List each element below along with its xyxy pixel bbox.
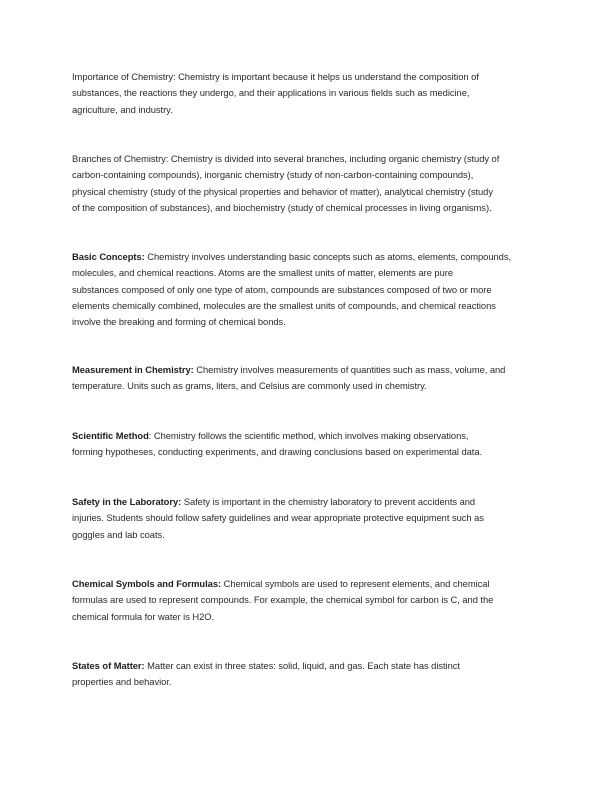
paragraph-line: temperature. Units such as grams, liters, and Celsius are commonly used in chemistry. bbox=[72, 380, 427, 392]
section-safety-in-the-laboratory bbox=[72, 494, 542, 543]
paragraph-line: substances, the reactions they undergo, and their applications in various fields such as medicine, bbox=[72, 87, 470, 99]
section-heading: Chemical Symbols and Formulas: bbox=[72, 578, 222, 589]
paragraph-line: carbon-containing compounds), inorganic chemistry (study of non-carbon-containing compounds), bbox=[72, 169, 474, 181]
section-states-of-matter bbox=[72, 658, 542, 691]
section-branches-of-chemistry bbox=[72, 151, 542, 216]
paragraph-line: agriculture, and industry. bbox=[72, 103, 173, 115]
paragraph-line: elements chemically combined, molecules are the smallest units of compounds, and chemical reactions bbox=[72, 299, 496, 311]
paragraph-line bbox=[72, 658, 542, 674]
paragraph-line: physical chemistry (study of the physical properties and behavior of matter), analytical chemistry (study bbox=[72, 185, 493, 197]
section-chemical-symbols-and-formulas bbox=[72, 576, 542, 625]
paragraph-line: injuries. Students should follow safety guidelines and wear appropriate protective equipment such as bbox=[72, 512, 484, 524]
section-scientific-method bbox=[72, 428, 542, 461]
paragraph-line: properties and behavior. bbox=[72, 676, 172, 688]
paragraph-line bbox=[72, 494, 542, 510]
section-heading: Scientific Method bbox=[72, 430, 149, 441]
paragraph-line bbox=[72, 362, 542, 378]
paragraph-line: formulas are used to represent compounds. For example, the chemical symbol for carbon is C, and the bbox=[72, 594, 494, 606]
paragraph-line: goggles and lab coats. bbox=[72, 528, 165, 540]
paragraph-line: Importance of Chemistry: Chemistry is important because it helps us understand the composition of bbox=[72, 71, 479, 82]
paragraph-line: forming hypotheses, conducting experiments, and drawing conclusions based on experimental data. bbox=[72, 446, 483, 458]
section-basic-concepts bbox=[72, 249, 542, 330]
section-heading: Measurement in Chemistry: bbox=[72, 364, 194, 375]
paragraph-text: Safety is important in the chemistry laboratory to prevent accidents and bbox=[181, 496, 476, 507]
paragraph-text: Chemistry involves understanding basic concepts such as atoms, elements, compounds, bbox=[144, 251, 512, 262]
paragraph-line: involve the breaking and forming of chemical bonds. bbox=[72, 316, 286, 328]
paragraph-line bbox=[72, 249, 542, 265]
paragraph-line bbox=[72, 576, 542, 592]
section-measurement-in-chemistry bbox=[72, 362, 542, 395]
paragraph-line bbox=[72, 428, 542, 444]
section-importance-of-chemistry bbox=[72, 69, 542, 118]
section-heading: Basic Concepts: bbox=[72, 251, 145, 262]
paragraph-line: of the composition of substances), and biochemistry (study of chemical processes in living organisms). bbox=[72, 201, 492, 213]
paragraph-line: chemical formula for water is H2O. bbox=[72, 610, 215, 622]
section-heading: Safety in the Laboratory: bbox=[72, 496, 182, 507]
paragraph-line: Branches of Chemistry: Chemistry is divided into several branches, including organic chemistry (study of bbox=[72, 153, 500, 164]
paragraph-text: Chemistry involves measurements of quantities such as mass, volume, and bbox=[193, 364, 506, 375]
paragraph-line: substances composed of only one type of atom, compounds are substances composed of two or more bbox=[72, 283, 492, 295]
section-heading: States of Matter: bbox=[72, 660, 145, 671]
paragraph-text: : Chemistry follows the scientific method, which involves making observations, bbox=[148, 430, 469, 441]
paragraph-text: Matter can exist in three states: solid, liquid, and gas. Each state has distinct bbox=[144, 660, 460, 671]
paragraph-text: Chemical symbols are used to represent elements, and chemical bbox=[221, 578, 490, 589]
paragraph-line: molecules, and chemical reactions. Atoms are the smallest units of matter, elements are pure bbox=[72, 267, 453, 279]
